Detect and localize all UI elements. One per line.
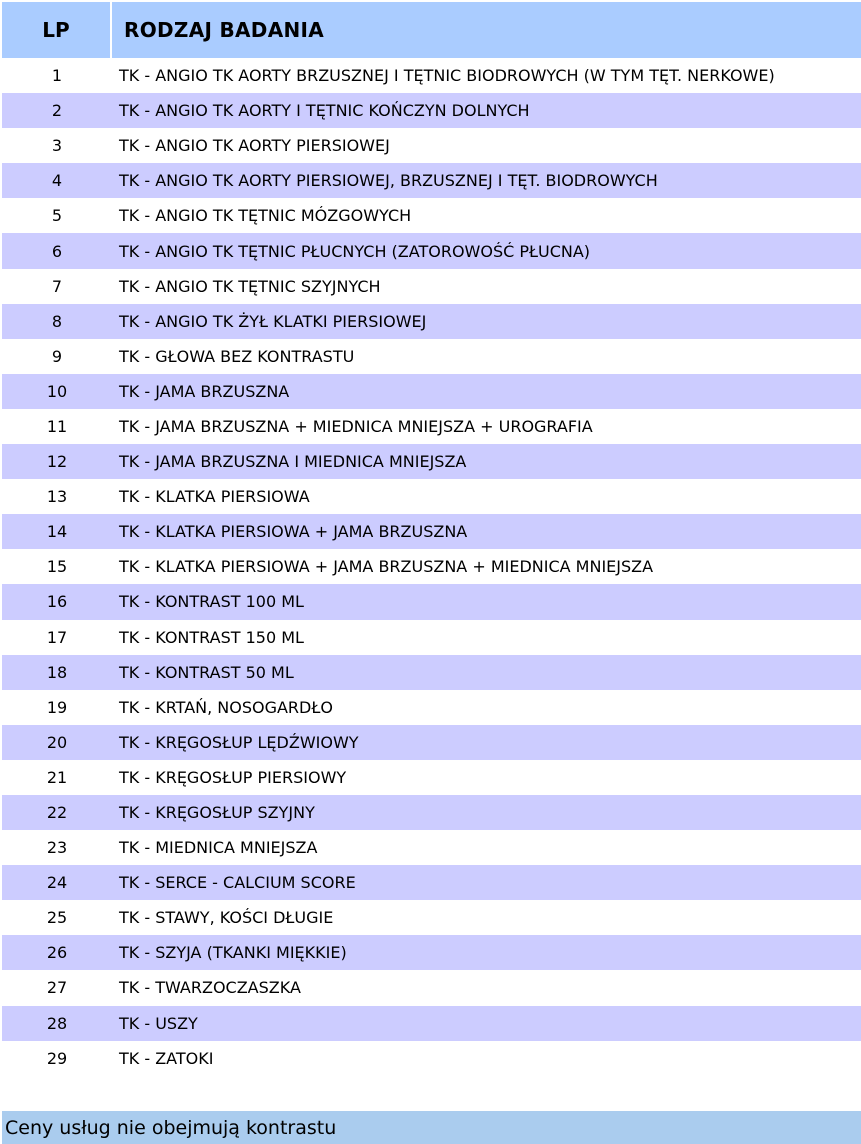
row-exam-name: TK - KONTRAST 100 ML [119, 592, 304, 612]
header-lp: LP [2, 2, 112, 58]
row-lp: 6 [51, 241, 63, 261]
table-row [2, 374, 861, 409]
row-lp: 24 [46, 873, 68, 893]
row-exam-name: TK - JAMA BRZUSZNA + MIEDNICA MNIEJSZA + UROGRAFIA [119, 416, 593, 436]
table-row [2, 514, 861, 549]
table-row [2, 900, 861, 935]
row-exam-name: TK - SERCE - CALCIUM SCORE [119, 873, 356, 893]
row-exam-name: TK - KONTRAST 50 ML [119, 662, 294, 682]
row-lp: 15 [46, 557, 68, 577]
table-row [2, 725, 861, 760]
row-lp: 4 [51, 171, 63, 191]
row-exam-name: TK - KLATKA PIERSIOWA [119, 487, 310, 507]
row-lp: 20 [46, 732, 68, 752]
row-lp: 14 [46, 522, 68, 542]
table-row [2, 760, 861, 795]
row-lp: 5 [51, 206, 63, 226]
table-row [2, 269, 861, 304]
row-exam-name: TK - KONTRAST 150 ML [119, 627, 304, 647]
row-exam-name: TK - KLATKA PIERSIOWA + JAMA BRZUSZNA [119, 522, 468, 542]
table-row [2, 128, 861, 163]
row-lp: 22 [46, 803, 68, 823]
table-row [2, 655, 861, 690]
table-row [2, 795, 861, 830]
table-row [2, 163, 861, 198]
row-exam-name: TK - KRĘGOSŁUP PIERSIOWY [119, 767, 347, 787]
row-lp: 23 [46, 838, 68, 858]
row-lp: 8 [51, 311, 63, 331]
row-lp: 13 [46, 487, 68, 507]
row-lp: 29 [46, 1048, 68, 1068]
table-row [2, 93, 861, 128]
row-lp: 7 [51, 276, 63, 296]
table-row [2, 1006, 861, 1041]
row-exam-name: TK - KRĘGOSŁUP SZYJNY [119, 803, 315, 823]
table-row [2, 970, 861, 1005]
row-exam-name: TK - ANGIO TK AORTY BRZUSZNEJ I TĘTNIC BIODROWYCH (W TYM TĘT. NERKOWE) [119, 66, 775, 86]
table-row [2, 690, 861, 725]
row-lp: 27 [46, 978, 68, 998]
row-lp: 17 [46, 627, 68, 647]
row-exam-name: TK - ANGIO TK AORTY PIERSIOWEJ [119, 136, 390, 156]
table-row [2, 620, 861, 655]
table-row [2, 584, 861, 619]
footer-note: Ceny usług nie obejmują kontrastu [2, 1111, 861, 1144]
row-exam-name: TK - KLATKA PIERSIOWA + JAMA BRZUSZNA + MIEDNICA MNIEJSZA [119, 557, 654, 577]
table-row [2, 479, 861, 514]
row-exam-name: TK - JAMA BRZUSZNA I MIEDNICA MNIEJSZA [119, 452, 467, 472]
row-exam-name: TK - JAMA BRZUSZNA [119, 381, 290, 401]
row-exam-name: TK - KRĘGOSŁUP LĘDŹWIOWY [119, 732, 359, 752]
table-row [2, 1041, 861, 1076]
table-body [2, 58, 861, 1076]
row-lp: 28 [46, 1013, 68, 1033]
table-row [2, 304, 861, 339]
row-lp: 19 [46, 697, 68, 717]
row-exam-name: TK - USZY [119, 1013, 198, 1033]
row-lp: 25 [46, 908, 68, 928]
table-row [2, 865, 861, 900]
row-exam-name: TK - ANGIO TK TĘTNIC PŁUCNYCH (ZATOROWOŚĆ PŁUCNA) [119, 241, 591, 261]
row-lp: 3 [51, 136, 63, 156]
row-lp: 11 [46, 416, 68, 436]
row-lp: 21 [46, 767, 68, 787]
table-row [2, 339, 861, 374]
table-row [2, 409, 861, 444]
row-exam-name: TK - ANGIO TK AORTY PIERSIOWEJ, BRZUSZNEJ I TĘT. BIODROWYCH [119, 171, 658, 191]
row-lp: 1 [51, 66, 63, 86]
row-lp: 18 [46, 662, 68, 682]
row-exam-name: TK - STAWY, KOŚCI DŁUGIE [119, 908, 334, 928]
row-lp: 2 [51, 101, 63, 121]
table-row [2, 233, 861, 268]
row-exam-name: TK - ANGIO TK TĘTNIC MÓZGOWYCH [119, 206, 412, 226]
row-exam-name: TK - ANGIO TK TĘTNIC SZYJNYCH [119, 276, 381, 296]
row-exam-name: TK - ANGIO TK AORTY I TĘTNIC KOŃCZYN DOLNYCH [119, 101, 530, 121]
table-header [2, 2, 861, 58]
exam-table [2, 2, 861, 1076]
row-lp: 26 [46, 943, 68, 963]
row-lp: 16 [46, 592, 68, 612]
table-row [2, 58, 861, 93]
table-row [2, 444, 861, 479]
row-lp: 9 [51, 346, 63, 366]
row-exam-name: TK - SZYJA (TKANKI MIĘKKIE) [119, 943, 347, 963]
table-row [2, 549, 861, 584]
row-exam-name: TK - ZATOKI [119, 1048, 214, 1068]
table-row [2, 830, 861, 865]
table-row [2, 198, 861, 233]
row-exam-name: TK - MIEDNICA MNIEJSZA [119, 838, 318, 858]
row-exam-name: TK - TWARZOCZASZKA [119, 978, 301, 998]
table-row [2, 935, 861, 970]
row-exam-name: TK - ANGIO TK ŻYŁ KLATKI PIERSIOWEJ [119, 311, 427, 331]
row-exam-name: TK - KRTAŃ, NOSOGARDŁO [119, 697, 333, 717]
row-exam-name: TK - GŁOWA BEZ KONTRASTU [119, 346, 355, 366]
header-exam-type: RODZAJ BADANIA [124, 18, 325, 42]
row-lp: 10 [46, 381, 68, 401]
row-lp: 12 [46, 452, 68, 472]
